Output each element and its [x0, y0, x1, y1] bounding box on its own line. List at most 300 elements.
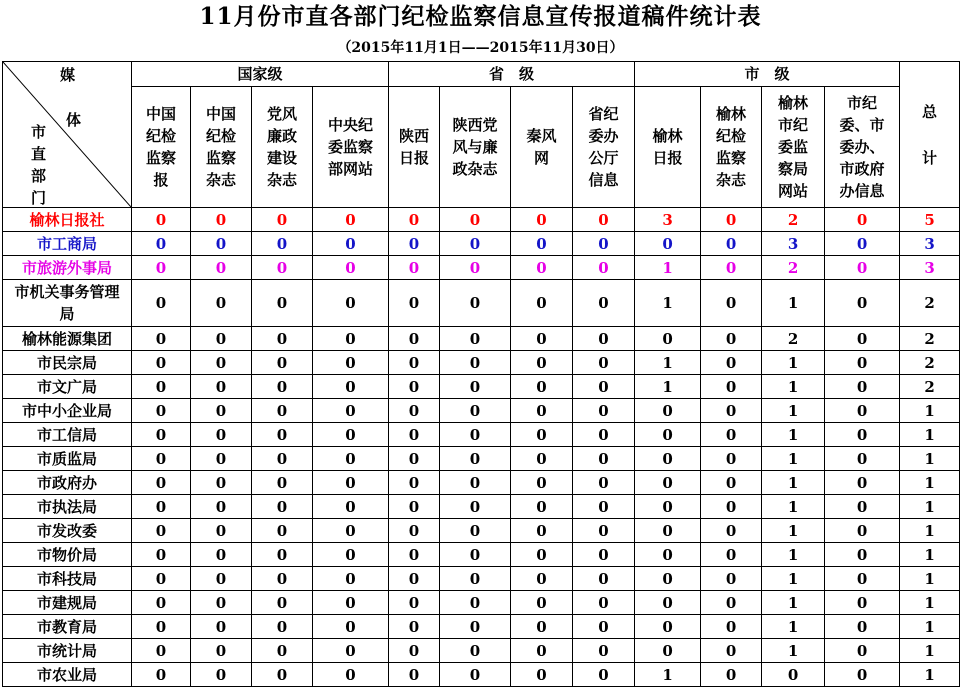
- count-cell: 0: [701, 639, 762, 663]
- count-cell: 0: [573, 280, 635, 327]
- count-cell: 0: [701, 232, 762, 256]
- count-cell: 0: [511, 495, 573, 519]
- count-cell: 0: [132, 567, 191, 591]
- total-cell: 2: [900, 280, 960, 327]
- count-cell: 0: [635, 591, 701, 615]
- count-cell: 0: [825, 543, 900, 567]
- count-cell: 0: [132, 543, 191, 567]
- count-cell: 0: [701, 423, 762, 447]
- count-cell: 0: [825, 615, 900, 639]
- count-cell: 0: [440, 232, 511, 256]
- level-header-city: 市 级: [635, 62, 900, 87]
- corner-label-left-2: 直: [31, 145, 47, 163]
- count-cell: 0: [440, 208, 511, 232]
- count-cell: 0: [440, 615, 511, 639]
- media-header: 中央纪委监察部网站: [313, 87, 389, 208]
- count-cell: 0: [191, 399, 252, 423]
- count-cell: 2: [762, 327, 825, 351]
- count-cell: 0: [132, 639, 191, 663]
- count-cell: 0: [511, 447, 573, 471]
- count-cell: 0: [191, 256, 252, 280]
- count-cell: 0: [191, 471, 252, 495]
- count-cell: 0: [573, 615, 635, 639]
- count-cell: 0: [191, 519, 252, 543]
- department-name: 市旅游外事局: [3, 256, 132, 280]
- count-cell: 0: [132, 351, 191, 375]
- table-row: [3, 399, 960, 423]
- count-cell: 1: [762, 280, 825, 327]
- count-cell: 0: [701, 663, 762, 687]
- count-cell: 0: [389, 447, 440, 471]
- count-cell: 0: [252, 232, 313, 256]
- count-cell: 0: [573, 519, 635, 543]
- table-row: [3, 495, 960, 519]
- count-cell: 0: [313, 375, 389, 399]
- count-cell: 1: [762, 591, 825, 615]
- count-cell: 0: [573, 232, 635, 256]
- table-row: [3, 543, 960, 567]
- table-row: [3, 423, 960, 447]
- count-cell: 0: [825, 351, 900, 375]
- count-cell: 0: [132, 663, 191, 687]
- count-cell: 0: [440, 567, 511, 591]
- total-cell: 1: [900, 399, 960, 423]
- media-header: 中国纪检监察杂志: [191, 87, 252, 208]
- count-cell: 0: [511, 232, 573, 256]
- table-row: [3, 591, 960, 615]
- department-name: 市物价局: [3, 543, 132, 567]
- count-cell: 1: [762, 447, 825, 471]
- media-header: 陕西日报: [389, 87, 440, 208]
- department-name: 市工商局: [3, 232, 132, 256]
- count-cell: 0: [389, 663, 440, 687]
- count-cell: 1: [762, 567, 825, 591]
- count-cell: 0: [252, 447, 313, 471]
- count-cell: 0: [701, 280, 762, 327]
- count-cell: 0: [389, 615, 440, 639]
- total-cell: 5: [900, 208, 960, 232]
- total-cell: 3: [900, 256, 960, 280]
- count-cell: 0: [825, 495, 900, 519]
- count-cell: 0: [191, 208, 252, 232]
- count-cell: 0: [635, 615, 701, 639]
- table-row: [3, 447, 960, 471]
- count-cell: 0: [389, 543, 440, 567]
- count-cell: 0: [313, 232, 389, 256]
- table-row: [3, 567, 960, 591]
- count-cell: 0: [701, 375, 762, 399]
- count-cell: 0: [701, 399, 762, 423]
- count-cell: 0: [511, 423, 573, 447]
- count-cell: 0: [389, 591, 440, 615]
- count-cell: 0: [701, 351, 762, 375]
- department-name: 市民宗局: [3, 351, 132, 375]
- total-cell: 1: [900, 519, 960, 543]
- table-row: [3, 375, 960, 399]
- count-cell: 0: [825, 639, 900, 663]
- media-header: 榆林日报: [635, 87, 701, 208]
- count-cell: 0: [313, 495, 389, 519]
- total-cell: 1: [900, 567, 960, 591]
- count-cell: 0: [252, 615, 313, 639]
- department-name: 市科技局: [3, 567, 132, 591]
- total-cell: 1: [900, 543, 960, 567]
- count-cell: 0: [132, 495, 191, 519]
- count-cell: 0: [511, 663, 573, 687]
- count-cell: 0: [389, 495, 440, 519]
- table-row: [3, 208, 960, 232]
- count-cell: 0: [511, 543, 573, 567]
- count-cell: 1: [635, 375, 701, 399]
- count-cell: 0: [389, 208, 440, 232]
- count-cell: 0: [635, 232, 701, 256]
- count-cell: 0: [252, 567, 313, 591]
- count-cell: 0: [252, 423, 313, 447]
- count-cell: 0: [440, 447, 511, 471]
- count-cell: 0: [132, 471, 191, 495]
- count-cell: 1: [762, 543, 825, 567]
- count-cell: 0: [313, 280, 389, 327]
- department-name: 市发改委: [3, 519, 132, 543]
- count-cell: 0: [440, 663, 511, 687]
- count-cell: 0: [313, 543, 389, 567]
- count-cell: 0: [511, 615, 573, 639]
- count-cell: 0: [252, 519, 313, 543]
- count-cell: 1: [762, 399, 825, 423]
- count-cell: 0: [511, 327, 573, 351]
- count-cell: 0: [701, 471, 762, 495]
- count-cell: 0: [635, 495, 701, 519]
- count-cell: 0: [252, 663, 313, 687]
- count-cell: 0: [825, 327, 900, 351]
- count-cell: 0: [191, 447, 252, 471]
- count-cell: 0: [573, 591, 635, 615]
- count-cell: 0: [825, 399, 900, 423]
- count-cell: 0: [511, 256, 573, 280]
- count-cell: 1: [635, 663, 701, 687]
- count-cell: 0: [191, 351, 252, 375]
- count-cell: 0: [132, 375, 191, 399]
- count-cell: 0: [440, 471, 511, 495]
- department-name: 市质监局: [3, 447, 132, 471]
- level-header-provincial: 省 级: [389, 62, 635, 87]
- total-cell: 3: [900, 232, 960, 256]
- count-cell: 0: [132, 615, 191, 639]
- count-cell: 0: [313, 639, 389, 663]
- corner-label-left-1: 市: [31, 123, 47, 141]
- count-cell: 0: [389, 519, 440, 543]
- table-row: [3, 663, 960, 687]
- count-cell: 0: [825, 447, 900, 471]
- count-cell: 1: [762, 495, 825, 519]
- count-cell: 0: [573, 663, 635, 687]
- count-cell: 0: [825, 232, 900, 256]
- table-row: [3, 351, 960, 375]
- count-cell: 0: [440, 375, 511, 399]
- media-header: 中国纪检监察报: [132, 87, 191, 208]
- count-cell: 0: [313, 591, 389, 615]
- count-cell: 0: [252, 543, 313, 567]
- count-cell: 0: [573, 375, 635, 399]
- count-cell: 0: [511, 351, 573, 375]
- count-cell: 1: [762, 471, 825, 495]
- corner-header-cell: [3, 62, 132, 208]
- count-cell: 0: [252, 639, 313, 663]
- count-cell: 0: [132, 399, 191, 423]
- count-cell: 0: [191, 663, 252, 687]
- count-cell: 0: [573, 351, 635, 375]
- count-cell: 0: [635, 471, 701, 495]
- count-cell: 0: [313, 519, 389, 543]
- count-cell: 0: [191, 423, 252, 447]
- media-header: 陕西党风与廉政杂志: [440, 87, 511, 208]
- count-cell: 0: [132, 519, 191, 543]
- count-cell: 0: [440, 280, 511, 327]
- count-cell: 0: [440, 423, 511, 447]
- count-cell: 0: [573, 423, 635, 447]
- count-cell: 0: [573, 327, 635, 351]
- count-cell: 0: [511, 375, 573, 399]
- count-cell: 1: [635, 351, 701, 375]
- count-cell: 0: [635, 423, 701, 447]
- count-cell: 0: [440, 495, 511, 519]
- count-cell: 0: [252, 495, 313, 519]
- count-cell: 0: [252, 375, 313, 399]
- count-cell: 1: [635, 256, 701, 280]
- table-row: [3, 327, 960, 351]
- count-cell: 0: [132, 423, 191, 447]
- count-cell: 0: [440, 639, 511, 663]
- count-cell: 0: [313, 447, 389, 471]
- count-cell: 0: [252, 591, 313, 615]
- count-cell: 0: [191, 543, 252, 567]
- count-cell: 0: [252, 399, 313, 423]
- corner-label-left-4: 门: [31, 189, 47, 207]
- total-cell: 1: [900, 495, 960, 519]
- total-cell: 2: [900, 375, 960, 399]
- table-row: [3, 256, 960, 280]
- count-cell: 0: [511, 399, 573, 423]
- count-cell: 0: [825, 256, 900, 280]
- count-cell: 0: [313, 208, 389, 232]
- count-cell: 0: [440, 591, 511, 615]
- count-cell: 0: [573, 256, 635, 280]
- department-name: 榆林日报社: [3, 208, 132, 232]
- total-cell: 1: [900, 639, 960, 663]
- department-name: 市中小企业局: [3, 399, 132, 423]
- count-cell: 0: [252, 280, 313, 327]
- count-cell: 0: [825, 423, 900, 447]
- count-cell: 0: [191, 495, 252, 519]
- count-cell: 0: [132, 327, 191, 351]
- count-cell: 0: [313, 663, 389, 687]
- count-cell: 0: [701, 447, 762, 471]
- count-cell: 0: [191, 591, 252, 615]
- department-name: 市统计局: [3, 639, 132, 663]
- count-cell: 3: [635, 208, 701, 232]
- total-header: 总计: [900, 62, 960, 208]
- count-cell: 0: [635, 639, 701, 663]
- department-name: 市工信局: [3, 423, 132, 447]
- count-cell: 0: [440, 399, 511, 423]
- count-cell: 0: [132, 256, 191, 280]
- count-cell: 0: [389, 232, 440, 256]
- count-cell: 1: [762, 423, 825, 447]
- count-cell: 0: [701, 543, 762, 567]
- department-name: 市教育局: [3, 615, 132, 639]
- count-cell: 1: [762, 615, 825, 639]
- department-name: 市政府办: [3, 471, 132, 495]
- count-cell: 0: [313, 615, 389, 639]
- count-cell: 0: [389, 280, 440, 327]
- count-cell: 0: [825, 375, 900, 399]
- total-cell: 2: [900, 327, 960, 351]
- count-cell: 0: [635, 567, 701, 591]
- count-cell: 0: [389, 399, 440, 423]
- count-cell: 0: [573, 471, 635, 495]
- media-header: 秦风网: [511, 87, 573, 208]
- department-rows: [3, 208, 960, 687]
- count-cell: 0: [511, 208, 573, 232]
- count-cell: 0: [313, 471, 389, 495]
- count-cell: 0: [635, 519, 701, 543]
- date-range: （2015年11月1日——2015年11月30日）: [337, 40, 624, 56]
- total-cell: 1: [900, 471, 960, 495]
- count-cell: 0: [191, 280, 252, 327]
- count-cell: 0: [389, 639, 440, 663]
- count-cell: 0: [252, 351, 313, 375]
- count-cell: 0: [313, 351, 389, 375]
- count-cell: 0: [573, 208, 635, 232]
- count-cell: 0: [701, 591, 762, 615]
- count-cell: 0: [825, 208, 900, 232]
- media-header: 省纪委办公厅信息: [573, 87, 635, 208]
- count-cell: 0: [635, 399, 701, 423]
- count-cell: 0: [191, 375, 252, 399]
- count-cell: 0: [635, 447, 701, 471]
- count-cell: 0: [132, 208, 191, 232]
- count-cell: 0: [573, 543, 635, 567]
- count-cell: 0: [440, 543, 511, 567]
- count-cell: 0: [825, 591, 900, 615]
- count-cell: 0: [701, 615, 762, 639]
- count-cell: 0: [440, 351, 511, 375]
- count-cell: 0: [132, 447, 191, 471]
- count-cell: 0: [825, 567, 900, 591]
- count-cell: 0: [635, 543, 701, 567]
- total-cell: 1: [900, 591, 960, 615]
- media-header: 党风廉政建设杂志: [252, 87, 313, 208]
- total-cell: 1: [900, 615, 960, 639]
- count-cell: 0: [511, 591, 573, 615]
- count-cell: 2: [762, 208, 825, 232]
- department-name: 榆林能源集团: [3, 327, 132, 351]
- page-title: 11月份市直各部门纪检监察信息宣传报道稿件统计表: [199, 3, 762, 30]
- count-cell: 0: [440, 256, 511, 280]
- count-cell: 0: [825, 471, 900, 495]
- total-cell: 2: [900, 351, 960, 375]
- count-cell: 0: [511, 639, 573, 663]
- department-name: 市建规局: [3, 591, 132, 615]
- count-cell: 0: [389, 375, 440, 399]
- count-cell: 0: [701, 567, 762, 591]
- count-cell: 0: [440, 327, 511, 351]
- count-cell: 0: [132, 591, 191, 615]
- count-cell: 0: [252, 208, 313, 232]
- total-cell: 1: [900, 663, 960, 687]
- table-row: [3, 280, 960, 327]
- count-cell: 0: [573, 447, 635, 471]
- count-cell: 0: [825, 519, 900, 543]
- level-header-national: 国家级: [132, 62, 389, 87]
- count-cell: 0: [701, 495, 762, 519]
- count-cell: 0: [191, 232, 252, 256]
- department-name: 市机关事务管理局: [3, 280, 132, 327]
- count-cell: 0: [573, 567, 635, 591]
- count-cell: 0: [511, 280, 573, 327]
- count-cell: 0: [132, 232, 191, 256]
- media-header: 市纪委、市委办、市政府办信息: [825, 87, 900, 208]
- statistics-table: [2, 61, 960, 687]
- count-cell: 0: [701, 208, 762, 232]
- table-row: [3, 519, 960, 543]
- count-cell: 0: [635, 327, 701, 351]
- count-cell: 0: [191, 567, 252, 591]
- media-header: 榆林纪检监察杂志: [701, 87, 762, 208]
- count-cell: 0: [573, 639, 635, 663]
- corner-label-top: 媒: [60, 66, 76, 84]
- count-cell: 0: [191, 327, 252, 351]
- total-cell: 1: [900, 423, 960, 447]
- count-cell: 0: [701, 256, 762, 280]
- count-cell: 0: [132, 280, 191, 327]
- count-cell: 0: [511, 567, 573, 591]
- count-cell: 2: [762, 256, 825, 280]
- table-row: [3, 615, 960, 639]
- count-cell: 0: [825, 280, 900, 327]
- count-cell: 3: [762, 232, 825, 256]
- count-cell: 0: [313, 423, 389, 447]
- department-name: 市文广局: [3, 375, 132, 399]
- table-row: [3, 471, 960, 495]
- count-cell: 0: [389, 423, 440, 447]
- count-cell: 0: [191, 639, 252, 663]
- count-cell: 0: [252, 471, 313, 495]
- count-cell: 0: [389, 471, 440, 495]
- count-cell: 1: [762, 519, 825, 543]
- count-cell: 0: [511, 519, 573, 543]
- count-cell: 0: [191, 615, 252, 639]
- count-cell: 0: [573, 495, 635, 519]
- count-cell: 0: [701, 519, 762, 543]
- count-cell: 0: [762, 663, 825, 687]
- count-cell: 1: [762, 375, 825, 399]
- count-cell: 0: [313, 567, 389, 591]
- count-cell: 0: [252, 256, 313, 280]
- count-cell: 0: [573, 399, 635, 423]
- corner-label-right: 体: [66, 111, 82, 129]
- count-cell: 0: [313, 327, 389, 351]
- count-cell: 0: [389, 351, 440, 375]
- count-cell: 1: [635, 280, 701, 327]
- department-name: 市执法局: [3, 495, 132, 519]
- table-row: [3, 639, 960, 663]
- corner-label-left-3: 部: [31, 167, 47, 185]
- count-cell: 0: [389, 327, 440, 351]
- count-cell: 0: [313, 399, 389, 423]
- count-cell: 0: [252, 327, 313, 351]
- count-cell: 0: [389, 256, 440, 280]
